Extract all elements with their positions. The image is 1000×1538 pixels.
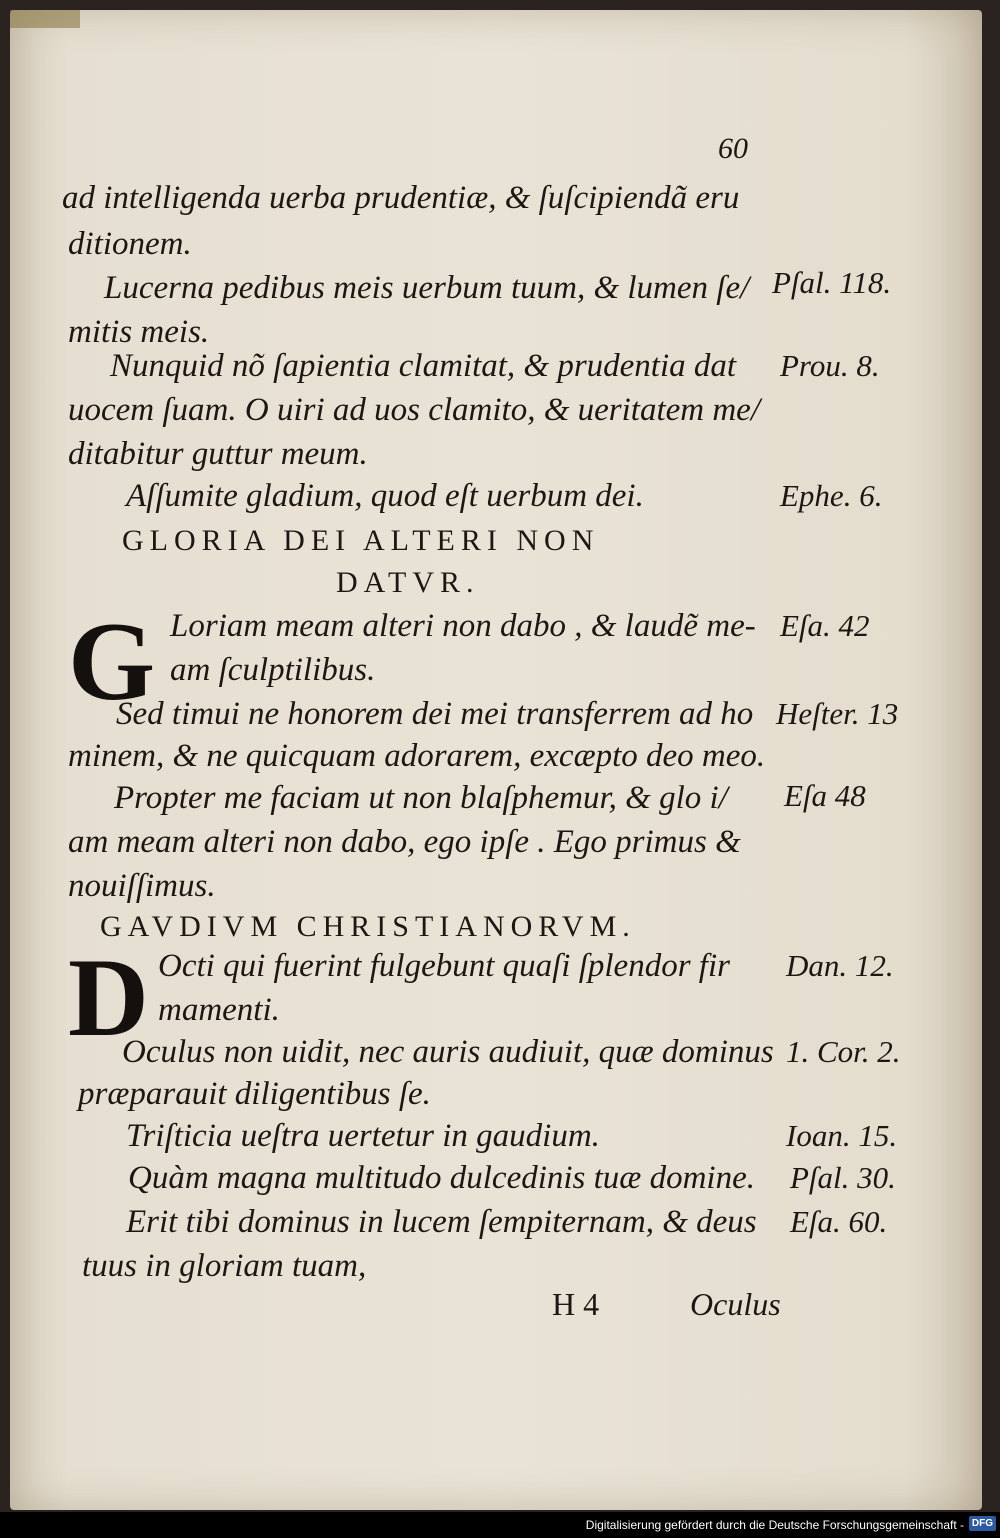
text-line: Lucerna pedibus meis uerbum tuum, & lumen ſe/ — [104, 270, 750, 306]
margin-reference: Heſter. 13 — [776, 696, 899, 731]
margin-reference: Eſa 48 — [784, 778, 866, 813]
text-line: ad intelligenda uerba prudentiæ, & ſuſcipiendã eru — [62, 180, 740, 216]
dfg-logo: DFG — [969, 1516, 996, 1531]
page-tab-mark — [10, 10, 80, 28]
signature-mark: H 4 — [552, 1286, 600, 1322]
text-line: ditionem. — [68, 226, 192, 262]
text-line: am meam alteri non dabo, ego ipſe . Ego primus & — [68, 824, 741, 860]
margin-reference: Pſal. 30. — [790, 1160, 896, 1195]
book-page — [10, 10, 982, 1510]
text-line: tuus in gloriam tuam, — [82, 1248, 367, 1284]
text-line: Nunquid nõ ſapientia clamitat, & prudentia dat — [110, 348, 737, 384]
text-line: Sed timui ne honorem dei mei transferrem ad ho — [116, 696, 754, 732]
text-line: præparauit diligentibus ſe. — [78, 1076, 431, 1112]
section-heading: GAVDIVM CHRISTIANORVM. — [100, 910, 636, 943]
text-line: mitis meis. — [68, 314, 210, 350]
text-line: Aſſumite gladium, quod eſt uerbum dei. — [126, 478, 644, 514]
margin-reference: Ioan. 15. — [786, 1118, 898, 1153]
text-line: minem, & ne quicquam adorarem, excæpto deo meo. — [68, 738, 766, 774]
section-heading: DATVR. — [336, 566, 480, 599]
footer-credit: Digitalisierung gefördert durch die Deutsche Forschungsgemeinschaft - — [585, 1518, 964, 1532]
text-line: mamenti. — [158, 992, 280, 1028]
text-line: ditabitur guttur meum. — [68, 436, 368, 472]
text-line: Erit tibi dominus in lucem ſempiternam, & deus — [126, 1204, 757, 1240]
drop-initial: G — [68, 600, 156, 724]
margin-reference: Pſal. 118. — [772, 265, 892, 300]
text-line: am ſculptilibus. — [170, 652, 376, 688]
margin-reference: Eſa. 42 — [780, 608, 870, 643]
text-line: Oculus non uidit, nec auris audiuit, quæ dominus — [122, 1034, 774, 1070]
text-line: Propter me faciam ut non blaſphemur, & glo i/ — [114, 780, 728, 816]
catchword: Oculus — [690, 1286, 781, 1322]
margin-reference: Dan. 12. — [786, 948, 894, 983]
section-heading: GLORIA DEI ALTERI NON — [122, 524, 600, 557]
text-line: Octi qui fuerint fulgebunt quaſi ſplendor fir — [158, 948, 730, 984]
text-line: uocem ſuam. O uiri ad uos clamito, & ueritatem me/ — [68, 392, 761, 428]
text-line: Quàm magna multitudo dulcedinis tuæ domine. — [128, 1160, 755, 1196]
margin-reference: 1. Cor. 2. — [786, 1034, 901, 1069]
text-line: Loriam meam alteri non dabo , & laudẽ me- — [170, 608, 756, 644]
page-number: 60 — [718, 132, 748, 165]
drop-initial: D — [68, 936, 149, 1060]
margin-reference: Eſa. 60. — [790, 1204, 888, 1239]
text-line: nouiſſimus. — [68, 868, 216, 904]
margin-reference: Ephe. 6. — [780, 478, 883, 513]
text-line: Triſticia ueſtra uertetur in gaudium. — [126, 1118, 600, 1154]
digitization-footer — [0, 1512, 1000, 1538]
margin-reference: Prou. 8. — [780, 348, 880, 383]
